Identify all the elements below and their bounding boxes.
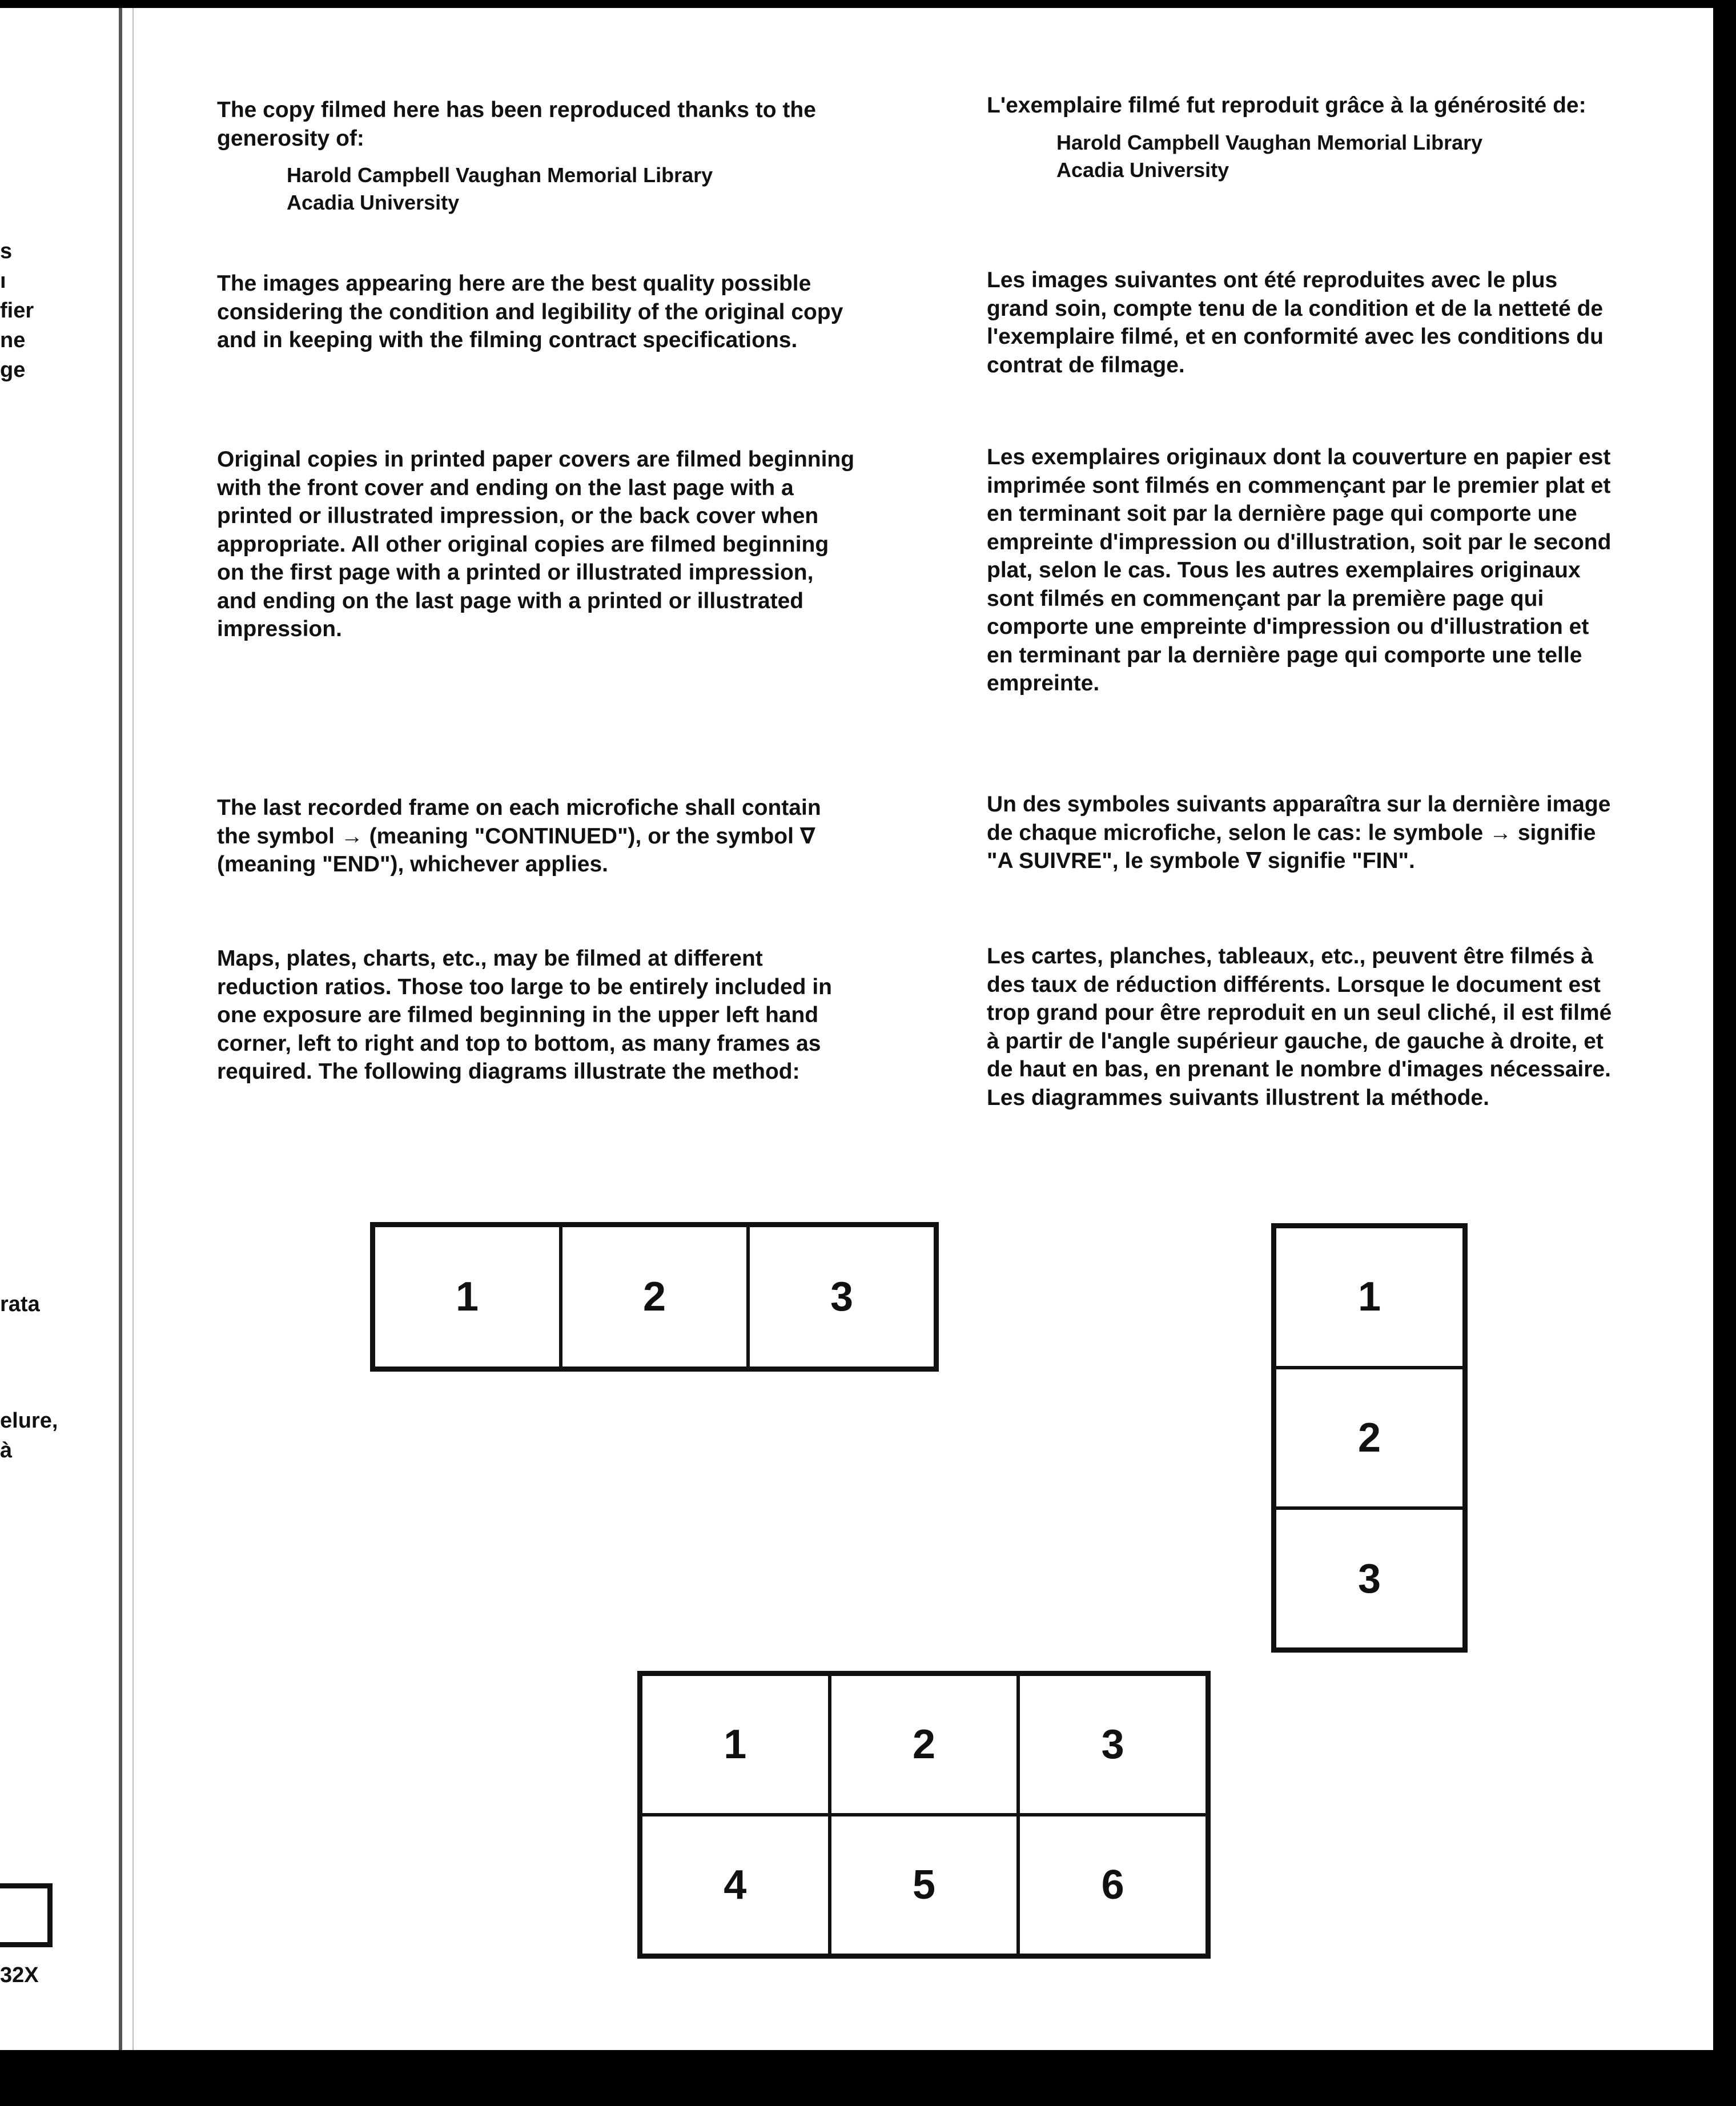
- english-quality: [217, 270, 857, 355]
- diagram-horizontal-frames: [370, 1222, 939, 1372]
- french-library-university: Acadia University: [1056, 158, 1229, 182]
- french-maps: [987, 942, 1615, 1112]
- fragment-32x-label: 32X: [0, 1963, 39, 1987]
- english-symbols-part1: The last recorded frame on each microfiche shall contain the symbol: [217, 795, 821, 849]
- end-triangle-icon: ∇: [799, 823, 815, 849]
- french-symbols-part2: signifie "A SUIVRE", le symbole: [987, 820, 1596, 873]
- end-triangle-icon: ∇: [1245, 849, 1262, 873]
- frame-cell: 4: [641, 1815, 830, 1955]
- french-symbols: [987, 790, 1615, 875]
- frame-cell: 1: [1275, 1227, 1464, 1368]
- fragment-box: [0, 1883, 53, 1947]
- frame-cell: 3: [1018, 1674, 1207, 1815]
- frame-cell: 1: [641, 1674, 830, 1815]
- french-library-name: Harold Campbell Vaughan Memorial Library: [1056, 130, 1483, 154]
- english-intro: The copy filmed here has been reproduced thanks to the generosity of:: [217, 98, 816, 151]
- frame-cell: 2: [561, 1225, 748, 1368]
- fragment-line: rata: [0, 1292, 40, 1316]
- english-symbols: [217, 794, 857, 879]
- scan-edge-right: [1713, 0, 1736, 2106]
- english-symbols-text: [217, 794, 857, 879]
- english-intro-block: [217, 96, 857, 216]
- french-intro: L'exemplaire filmé fut reproduit grâce à la générosité de:: [987, 93, 1586, 118]
- frame-cell: 3: [748, 1225, 935, 1368]
- english-maps-text: Maps, plates, charts, etc., may be filmed at different reduction ratios. Those too large to be entirely included in one exposure are filmed beginning in the upper left hand corner, left to right and top to bottom, as many frames as required. The following diagrams illustrate the method:: [217, 946, 832, 1084]
- french-symbols-text: [987, 790, 1615, 875]
- french-symbols-part3: signifie "FIN".: [1267, 849, 1415, 873]
- french-symbols-part1: Un des symboles suivants apparaîtra sur la dernière image de chaque microfiche, selon le cas: le symbole: [987, 792, 1611, 845]
- english-library-name: Harold Campbell Vaughan Memorial Library: [287, 163, 713, 187]
- frame-cell: 2: [1275, 1368, 1464, 1509]
- frame-cell: 5: [830, 1815, 1019, 1955]
- english-covers-text: Original copies in printed paper covers are filmed beginning with the front cover and ending on the last page with a printed or illustrated impression, or the back cover when appropriate. All other original copies are filmed beginning on the first page with a printed or illustrated impression, and ending on the last page with a printed or illustrated impression.: [217, 447, 855, 641]
- page-fold-line: [119, 8, 122, 2050]
- english-quality-text: The images appearing here are the best quality possible considering the condition and legibility of the original copy and in keeping with the filming contract specifications.: [217, 271, 843, 352]
- diagram-vertical-frames: [1271, 1223, 1468, 1653]
- page-fold-shadow: [132, 8, 134, 2050]
- french-maps-text: Les cartes, planches, tableaux, etc., peuvent être filmés à des taux de réduction différents. Lorsque le document est trop grand pour être reproduit en un seul cliché, il est filmé à partir de l'angle supérieur gauche, de gauche à droite, et de haut en bas, en prenant le nombre d'images nécessaire. Les diagrammes suivants illustrent la méthode.: [987, 944, 1612, 1110]
- english-symbols-part3: (meaning "END"), whichever applies.: [217, 852, 608, 877]
- diagram-grid-frames: [637, 1671, 1211, 1959]
- fragment-line: à: [0, 1438, 13, 1462]
- frame-cell: 1: [373, 1225, 561, 1368]
- frame-cell: 6: [1018, 1815, 1207, 1955]
- continued-arrow-icon: →: [340, 823, 363, 849]
- fragment-line: ne: [0, 328, 26, 352]
- english-maps: [217, 945, 857, 1086]
- frame-cell: 3: [1275, 1508, 1464, 1649]
- fragment-line: ge: [0, 358, 26, 382]
- previous-page-fragment: [0, 8, 122, 2050]
- french-quality: [987, 266, 1615, 379]
- english-library-university: Acadia University: [287, 191, 460, 214]
- fragment-line: fier: [0, 299, 34, 323]
- french-intro-block: [987, 91, 1615, 184]
- french-quality-text: Les images suivantes ont été reproduites avec le plus grand soin, compte tenu de la condition et de la netteté de l'exemplaire filmé, et en conformité avec les conditions du contrat de filmage.: [987, 268, 1604, 377]
- scan-edge-bottom: [0, 2050, 1736, 2106]
- fragment-line: s: [0, 239, 13, 263]
- continued-arrow-icon: →: [1489, 820, 1512, 845]
- english-covers: [217, 445, 857, 644]
- fragment-line: elure,: [0, 1409, 58, 1433]
- fragment-line: ı: [0, 269, 6, 293]
- scan-edge-top: [0, 0, 1736, 8]
- frame-cell: 2: [830, 1674, 1019, 1815]
- french-covers: [987, 443, 1615, 698]
- english-symbols-part2: (meaning "CONTINUED"), or the symbol: [369, 823, 794, 849]
- french-covers-text: Les exemplaires originaux dont la couverture en papier est imprimée sont filmés en commençant par le premier plat et en terminant soit par la dernière page qui comporte une empreinte d'impression ou d'illustration, soit par le second plat, selon le cas. Tous les autres exemplaires originaux sont filmés en commençant par la première page qui comporte une empreinte d'impression ou d'illustration et en terminant par la dernière page qui comporte une telle empreinte.: [987, 445, 1612, 696]
